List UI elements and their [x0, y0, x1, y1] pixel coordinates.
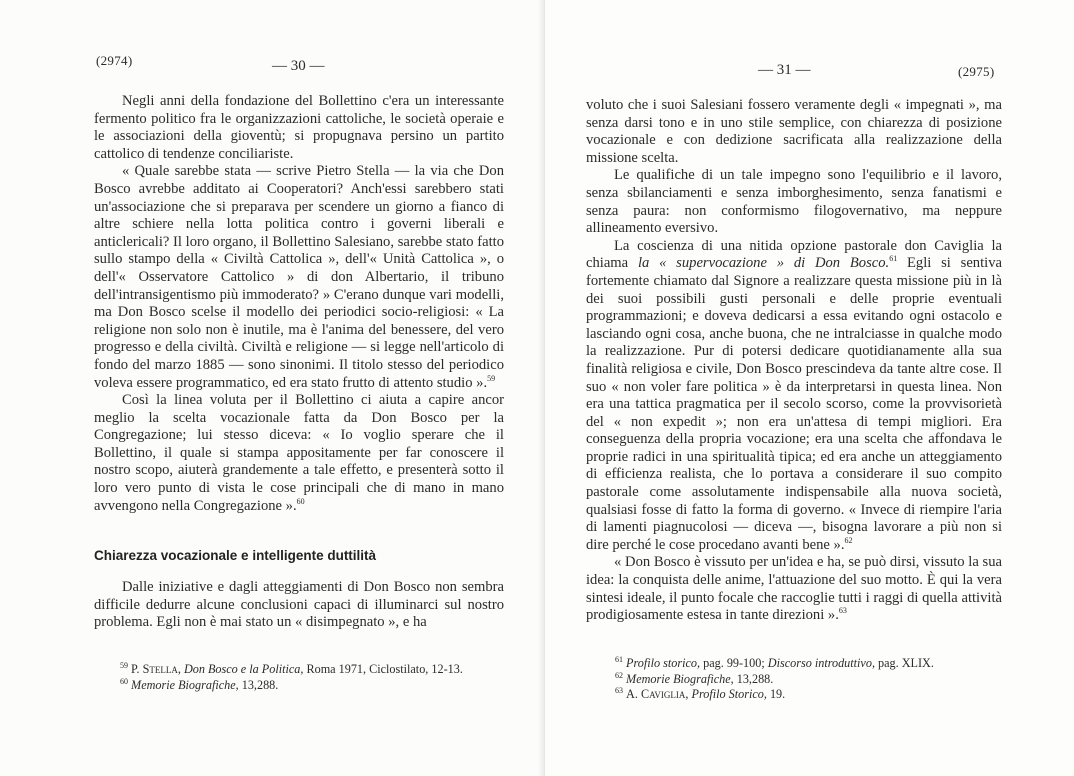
- footnote: $^{62}$ Memorie Biografiche, 13,288.: [615, 670, 774, 686]
- paragraph: « Don Bosco è vissuto per un'idea e ha, se può dirsi, vissuto la sua idea: la conquista delle anime, l'attuazione del suo motto. È qui la vera sintesi ideale, il punto focale che raccoglie tutti i raggi di quella attività prodigiosamente estesa in tante direzioni ».$^{63}$: [586, 554, 1002, 624]
- paragraph: Le qualifiche di un tale impegno sono l'equilibrio e il lavoro, senza sbilanciamenti e senza imborghesimento, senza fanatismi e senza paura: non conformismo filogovernativo, ma neppure allineamento eversivo.: [586, 167, 1002, 237]
- footnote: $^{60}$ Memorie Biografiche, 13,288.: [120, 676, 279, 692]
- footnote-ref: 63: [838, 606, 847, 616]
- paragraph: « Quale sarebbe stata — scrive Pietro Stella — la via che Don Bosco avrebbe additato ai Cooperatori? Anch'essi sarebbero stati un'associazione che si preparava per scendere un giorno a fianco di altre schiere nella lotta politica contro i governi liberali e anticlericali? Il loro organo, il Bollettino Salesiano, sarebbe stato fatto sullo stampo della « Civiltà Cattolica », dell'« Unità Cattolica », o dell'« Osservatore Cattolico » di don Albertario, il tribuno dell'intransigentismo più immoderato? » C'erano dunque vari modelli, ma Don Bosco scelse il modello dei periodici socio-religiosi: « La religione non solo non è inutile, ma è l'anima del benessere, del vero progresso e della civiltà. Civiltà e religione — si legge nell'articolo di fondo del marzo 1885 — sono sinonimi. Il titolo stesso del periodico voleva essere programmatico, ed era stato frutto di attento studio ».$^{59}$: [94, 163, 504, 391]
- right-body-text: [586, 97, 1002, 625]
- left-page-number: — 30 —: [272, 58, 325, 74]
- footnote-ref: 60: [296, 496, 305, 506]
- paragraph: voluto che i suoi Salesiani fossero veramente degli « impegnati », ma senza darsi tono e in uno stile semplice, con chiarezza di posizione vocazionale e con dedizione sacrificata alla realizzazione della missione scelta.: [586, 97, 1002, 166]
- right-footnotes: [615, 656, 934, 703]
- quote-title: la « supervocazione » di Don Bosco.: [637, 255, 890, 272]
- right-page-number: — 31 —: [758, 62, 811, 78]
- left-folio: (2974): [96, 53, 133, 68]
- footnote-ref: 61: [889, 254, 898, 264]
- paragraph: Negli anni della fondazione del Bollettino c'era un interessante fermento politico fra le organizzazioni cattoliche, le società operaie e le associazioni della gioventù; si propugnava persino un partito cattolico di tendenze conciliariste.: [94, 93, 504, 162]
- footnote: $^{63}$ A. Caviglia, Profilo Storico, 19.: [615, 685, 786, 701]
- left-body-text: [94, 93, 504, 515]
- footnote: $^{61}$ Profilo storico, pag. 99-100; Discorso introduttivo, pag. XLIX.: [615, 654, 934, 670]
- footnote-ref: 59: [487, 373, 496, 383]
- right-page: [545, 0, 1074, 776]
- footnote-ref: 62: [844, 535, 853, 545]
- left-body-text-2: [94, 579, 504, 632]
- paragraph: Dalle iniziative e dagli atteggiamenti di Don Bosco non sembra difficile dedurre alcune conclusioni capaci di illuminarci sul nostro problema. Egli non è mai stato un « disimpegnato », e ha: [94, 579, 504, 631]
- paragraph: La coscienza di una nitida opzione pastorale don Caviglia la chiama la « supervocazione » di Don Bosco.$^{61}$ Egli si sentiva fortemente chiamato dal Signore a realizzare questa missione più in là dei suoi possibili gusti personali e delle proprie eventuali programmazioni; e doveva dedicarsi a essa evitando ogni ostacolo e lasciando ogni cosa, anche buona, che ne intralciasse in qualche modo la realizzazione. Pur di potersi dedicare quotidianamente alla sua finalità religiosa e civile, Don Bosco prescindeva da tante altre cose. Il suo « non voler fare politica » è da interpretarsi in questa linea. Non era una tattica pragmatica per il secolo scorso, come la provvisorietà del « non expedit »; non era un'attesa di tempi migliori. Era conseguenza della propria vocazione; era una scelta che affondava le proprie radici in una spiritualità tipica; ed era anche un atteggiamento di efficienza realista, che lo portava a considerare il suo compito pastorale come assolutamente indispensabile alla nuova società, qualsiasi fosse di fatto la forma di governo. « Invece di riempire l'aria di lamenti piagnucolosi — diceva —, bisogna lavorare a più non si dire perché le cose procedano avanti bene ».$^{62}$: [586, 237, 1002, 553]
- right-folio: (2975): [958, 64, 995, 79]
- left-footnotes: [120, 662, 463, 693]
- footnote: $^{59}$ P. Stella, Don Bosco e la Politica, Roma 1971, Ciclostilato, 12-13.: [120, 660, 463, 676]
- section-heading: Chiarezza vocazionale e intelligente duttilità: [94, 548, 377, 563]
- paragraph: Così la linea voluta per il Bollettino ci aiuta a capire ancor meglio la scelta vocazionale fatta da Don Bosco per la Congregazione; lui stesso diceva: « Io voglio sperare che il Bollettino, il quale si stampa appositamente per far conoscere il nostro scopo, aiuterà grandemente a tale effetto, e presenterà sotto il loro vero punto di vista le cose principali che di mano in mano avvengono nella Congregazione ».$^{60}$: [94, 392, 504, 514]
